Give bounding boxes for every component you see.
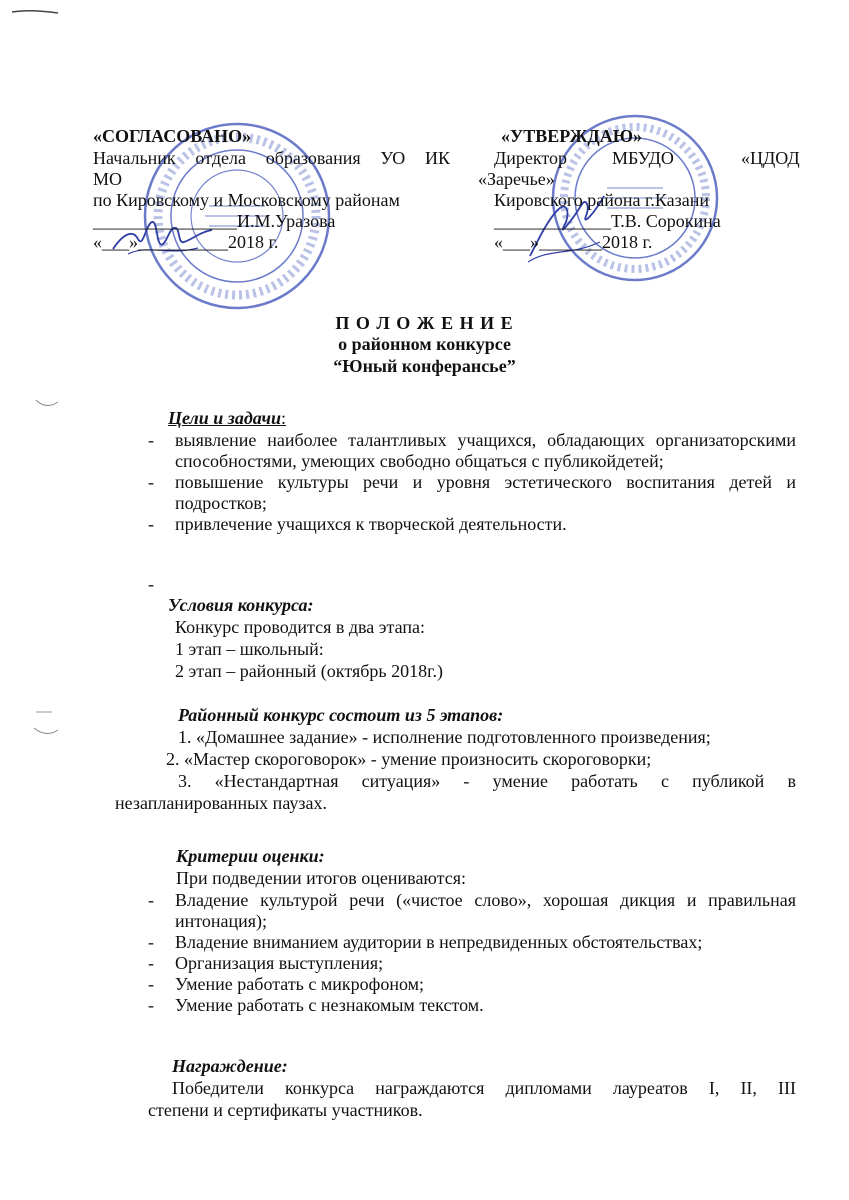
confirm-heading: «УТВЕРЖДАЮ» bbox=[501, 126, 643, 146]
approver-right-signature-line: _____________Т.В. Сорокина bbox=[494, 211, 721, 231]
criterion-text: Умение работать с микрофоном; bbox=[175, 974, 424, 994]
stages-heading: Районный конкурс состоит из 5 этапов: bbox=[178, 705, 504, 725]
list-item: - Владение культурой речи («чистое слово», хорошая дикция и правильная интонация); bbox=[148, 890, 796, 931]
conditions-text: Конкурс проводится в два этапа: bbox=[175, 617, 425, 637]
list-item: - Владение вниманием аудитории в непредвиденных обстоятельствах; bbox=[148, 932, 703, 952]
criteria-list bbox=[148, 890, 796, 1016]
award-text-cont: степени и сертификаты участников. bbox=[148, 1100, 423, 1120]
criterion-text: Владение вниманием аудитории в непредвиденных обстоятельствах; bbox=[175, 932, 703, 952]
goals-heading-text: Цели и задачи bbox=[168, 408, 281, 428]
stage-item-1: 1. «Домашнее задание» - исполнение подготовленного произведения; bbox=[178, 727, 711, 747]
criterion-text: Умение работать с незнакомым текстом. bbox=[175, 995, 484, 1015]
criteria-heading: Критерии оценки: bbox=[176, 846, 325, 866]
approver-right-district: Кировского района г.Казани bbox=[494, 190, 710, 210]
list-item: - Умение работать с незнакомым текстом. bbox=[148, 995, 484, 1015]
contest-name: “Юный конферансье” bbox=[333, 356, 516, 376]
goal-text: выявление наиболее талантливых учащихся, обладающих организаторскими способностями, умеющих свободно общаться с публикойдетей; bbox=[175, 430, 796, 471]
approver-left-date-line: «___»__________2018 г. bbox=[93, 232, 279, 252]
list-item: - привлечение учащихся к творческой деятельности. bbox=[148, 514, 567, 534]
criterion-text: Владение культурой речи («чистое слово», хорошая дикция и правильная интонация); bbox=[175, 890, 796, 931]
approver-left-signature-line: ________________И.М.Уразова bbox=[93, 211, 336, 231]
approver-left-position: Начальник отдела образования УО ИК bbox=[93, 148, 450, 168]
approved-heading: «СОГЛАСОВАНО» bbox=[93, 126, 252, 146]
stage-one: 1 этап – школьный: bbox=[175, 639, 324, 659]
award-text: Победители конкурса награждаются дипломами лауреатов I, II, III bbox=[172, 1078, 796, 1098]
list-item: - Умение работать с микрофоном; bbox=[148, 974, 424, 994]
conditions-heading: Условия конкурса: bbox=[168, 595, 314, 615]
award-heading: Награждение: bbox=[172, 1056, 288, 1076]
stage-item-2: 2. «Мастер скороговорок» - умение произносить скороговорки; bbox=[166, 749, 652, 769]
approver-left-district: по Кировскому и Московскому районам bbox=[93, 190, 400, 210]
approver-right-position-a: Директор bbox=[494, 148, 568, 168]
list-item: - Организация выступления; bbox=[148, 953, 384, 973]
criteria-intro: При подведении итогов оцениваются: bbox=[176, 868, 466, 888]
stage-item-3: 3. «Нестандартная ситуация» - умение работать с публикой в bbox=[178, 771, 796, 791]
approver-right-org: «Заречье» bbox=[478, 169, 555, 189]
document-title: П О Л О Ж Е Н И Е bbox=[335, 313, 514, 333]
goals-heading-colon: : bbox=[280, 408, 286, 428]
list-item: - выявление наиболее талантливых учащихся, обладающих организаторскими способностями, умеющих свободно общаться с публикойдетей; bbox=[148, 430, 796, 471]
approver-right-position-c: «ЦДОД bbox=[741, 148, 800, 168]
goal-text: повышение культуры речи и уровня эстетического воспитания детей и подростков; bbox=[175, 472, 796, 513]
criterion-text: Организация выступления; bbox=[175, 953, 384, 973]
approver-right-position-b: МБУДО bbox=[612, 148, 674, 168]
approver-left-position-cont: МО bbox=[93, 169, 123, 189]
stage-two: 2 этап – районный (октябрь 2018г.) bbox=[175, 661, 443, 681]
approver-right-date-line: «___»_______2018 г. bbox=[494, 232, 653, 252]
goals-heading bbox=[168, 408, 286, 429]
stage-item-3-cont: незапланированных паузах. bbox=[115, 793, 327, 813]
goal-text: привлечение учащихся к творческой деятельности. bbox=[175, 514, 567, 534]
goals-list bbox=[148, 430, 796, 535]
document-subtitle: о районном конкурсе bbox=[338, 334, 511, 354]
empty-list-dash: - bbox=[148, 574, 154, 594]
list-item: - повышение культуры речи и уровня эстетического воспитания детей и подростков; bbox=[148, 472, 796, 513]
